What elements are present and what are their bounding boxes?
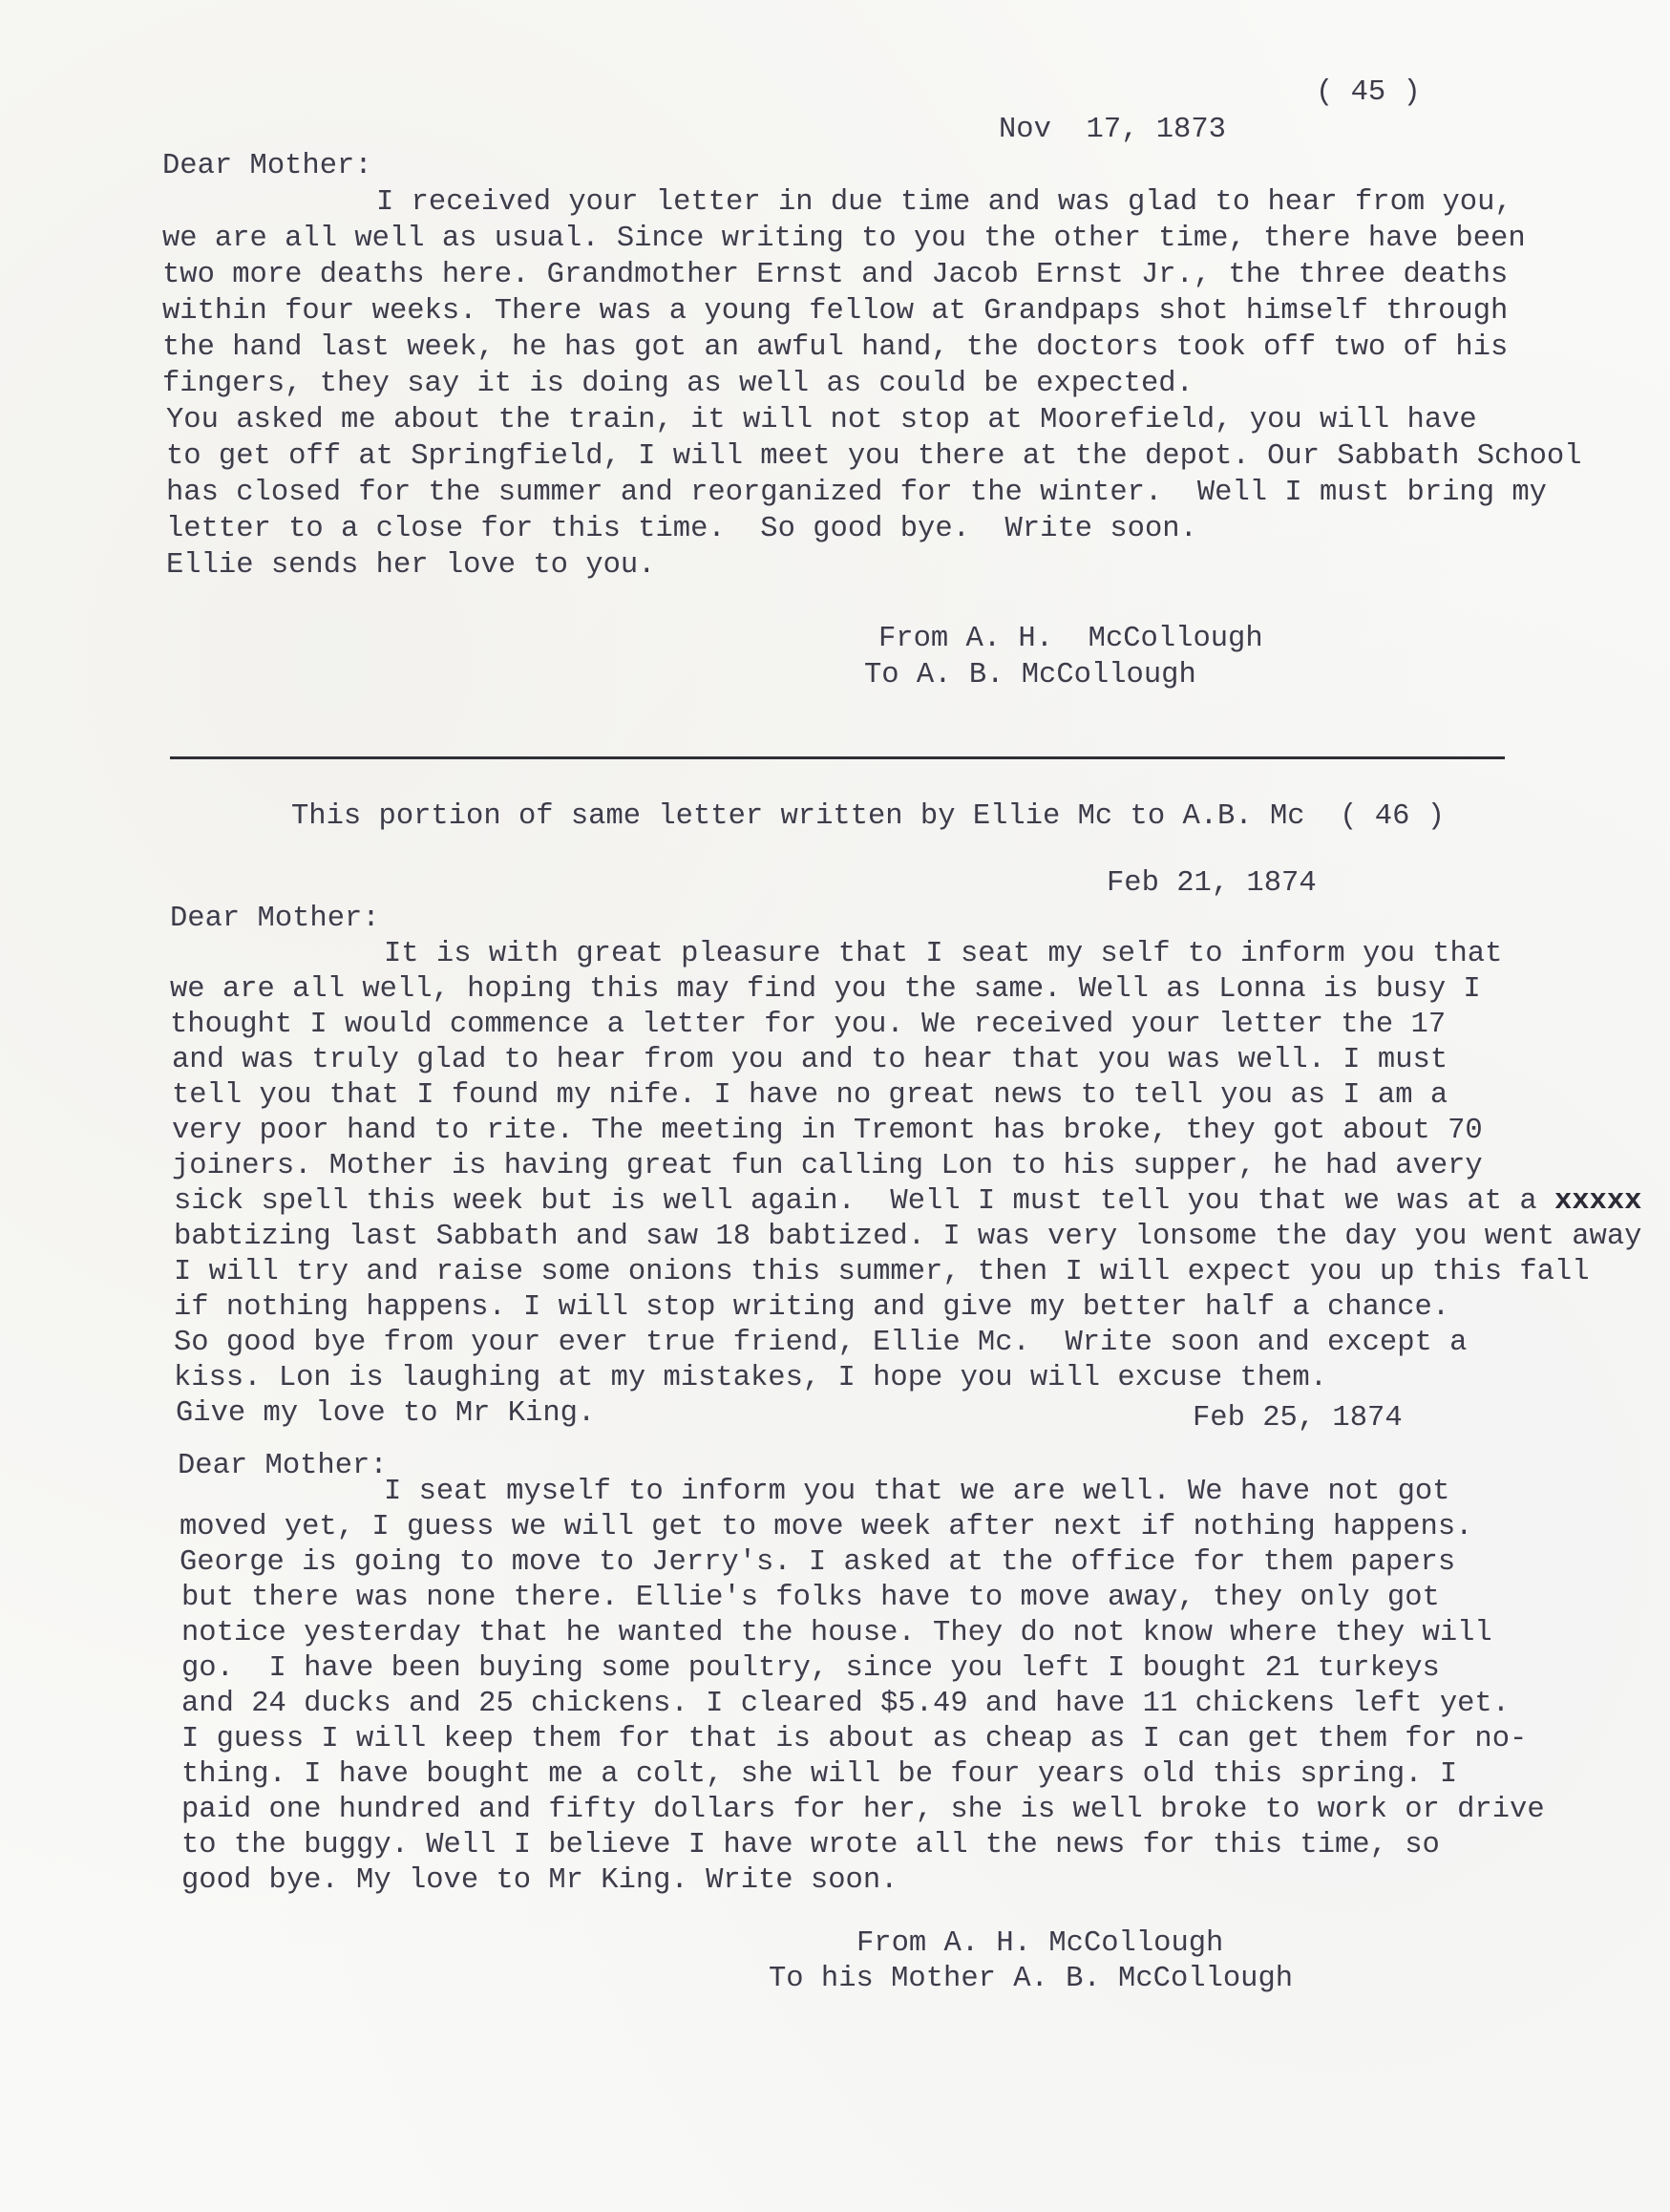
- letter2-line: It is with great pleasure that I seat my self to inform you that: [384, 938, 1503, 970]
- letter2-line: tell you that I found my nife. I have no great news to tell you as I am a: [172, 1079, 1448, 1112]
- section-caption: This portion of same letter written by Ellie Mc to A.B. Mc ( 46 ): [291, 800, 1445, 833]
- letter3-line: notice yesterday that he wanted the house. They do not know where they will: [181, 1617, 1492, 1649]
- letter3-line: good bye. My love to Mr King. Write soon.: [181, 1864, 898, 1897]
- letter3-line: George is going to move to Jerry's. I asked at the office for them papers: [180, 1546, 1456, 1579]
- letter3-line: I seat myself to inform you that we are well. We have not got: [384, 1476, 1450, 1508]
- letter2-line: [174, 1183, 1641, 1220]
- letter1-line: to get off at Springfield, I will meet you there at the depot. Our Sabbath School: [166, 440, 1582, 473]
- letter3-signature-from: From A. H. McCollough: [856, 1927, 1224, 1960]
- letter1-signature-from: From A. H. McCollough: [878, 623, 1263, 655]
- letter1-line: I received your letter in due time and was glad to hear from you,: [376, 186, 1512, 219]
- section-divider-rule: [170, 756, 1505, 759]
- letter2-line: kiss. Lon is laughing at my mistakes, I hope you will excuse them.: [174, 1362, 1327, 1394]
- letter3-line: I guess I will keep them for that is about as cheap as I can get them for no-: [181, 1723, 1528, 1755]
- letter3-line: moved yet, I guess we will get to move week after next if nothing happens.: [180, 1511, 1473, 1543]
- letter3-signature-to: To his Mother A. B. McCollough: [769, 1963, 1294, 1995]
- letter2-line: I will try and raise some onions this summer, then I will expect you up this fall: [174, 1256, 1590, 1288]
- letter1-line: the hand last week, he has got an awful hand, the doctors took off two of his: [162, 331, 1509, 364]
- letter3-line: to the buggy. Well I believe I have wrote all the news for this time, so: [181, 1829, 1440, 1861]
- letter2-line: and was truly glad to hear from you and to hear that you was well. I must: [172, 1044, 1448, 1076]
- letter1-line: has closed for the summer and reorganized for the winter. Well I must bring my: [166, 477, 1547, 509]
- letter2-line: Give my love to Mr King.: [176, 1397, 596, 1430]
- letter1-line: we are all well as usual. Since writing to you the other time, there have been: [162, 223, 1526, 255]
- letter2-line: very poor hand to rite. The meeting in Tremont has broke, they got about 70: [172, 1115, 1483, 1147]
- page-number-45: ( 45 ): [1316, 76, 1421, 109]
- letter2-line: So good bye from your ever true friend, Ellie Mc. Write soon and except a: [174, 1327, 1468, 1359]
- letter3-line: but there was none there. Ellie's folks have to move away, they only got: [181, 1582, 1440, 1614]
- letter3-date: Feb 25, 1874: [1193, 1402, 1403, 1435]
- letter2-line: joiners. Mother is having great fun calling Lon to his supper, he had avery: [172, 1150, 1483, 1182]
- letter3-line: paid one hundred and fifty dollars for her, she is well broke to work or drive: [181, 1794, 1545, 1826]
- letter2-line: if nothing happens. I will stop writing and give my better half a chance.: [174, 1291, 1450, 1324]
- struck-out-word: xxxxx: [1554, 1185, 1642, 1218]
- letter1-line: two more deaths here. Grandmother Ernst and Jacob Ernst Jr., the three deaths: [162, 259, 1509, 291]
- letter3-line: and 24 ducks and 25 chickens. I cleared $5.49 and have 11 chickens left yet.: [181, 1688, 1511, 1720]
- letter1-signature-to: To A. B. McCollough: [864, 659, 1196, 691]
- letter1-line: fingers, they say it is doing as well as could be expected.: [162, 368, 1194, 400]
- letter3-line: thing. I have bought me a colt, she will be four years old this spring. I: [181, 1758, 1458, 1791]
- letter1-line: within four weeks. There was a young fellow at Grandpaps shot himself through: [162, 295, 1509, 328]
- letter1-salutation: Dear Mother:: [162, 150, 372, 182]
- letter2-date: Feb 21, 1874: [1107, 867, 1317, 900]
- letter2-line: thought I would commence a letter for you. We received your letter the 17: [170, 1009, 1447, 1041]
- letter1-date: Nov 17, 1873: [999, 114, 1226, 146]
- letter3-salutation: Dear Mother:: [178, 1450, 388, 1482]
- letter2-line: we are all well, hoping this may find you the same. Well as Lonna is busy I: [170, 973, 1481, 1006]
- letter3-line: go. I have been buying some poultry, since you left I bought 21 turkeys: [181, 1652, 1440, 1685]
- letter2-line-text: sick spell this week but is well again. Well I must tell you that we was at a: [174, 1185, 1537, 1218]
- letter2-line: babtizing last Sabbath and saw 18 babtized. I was very lonsome the day you went away: [174, 1221, 1642, 1253]
- letter1-line: letter to a close for this time. So good bye. Write soon.: [166, 513, 1197, 545]
- letter2-salutation: Dear Mother:: [170, 903, 380, 935]
- letter1-line: You asked me about the train, it will not stop at Moorefield, you will have: [166, 404, 1477, 436]
- letter1-line: Ellie sends her love to you.: [166, 549, 656, 582]
